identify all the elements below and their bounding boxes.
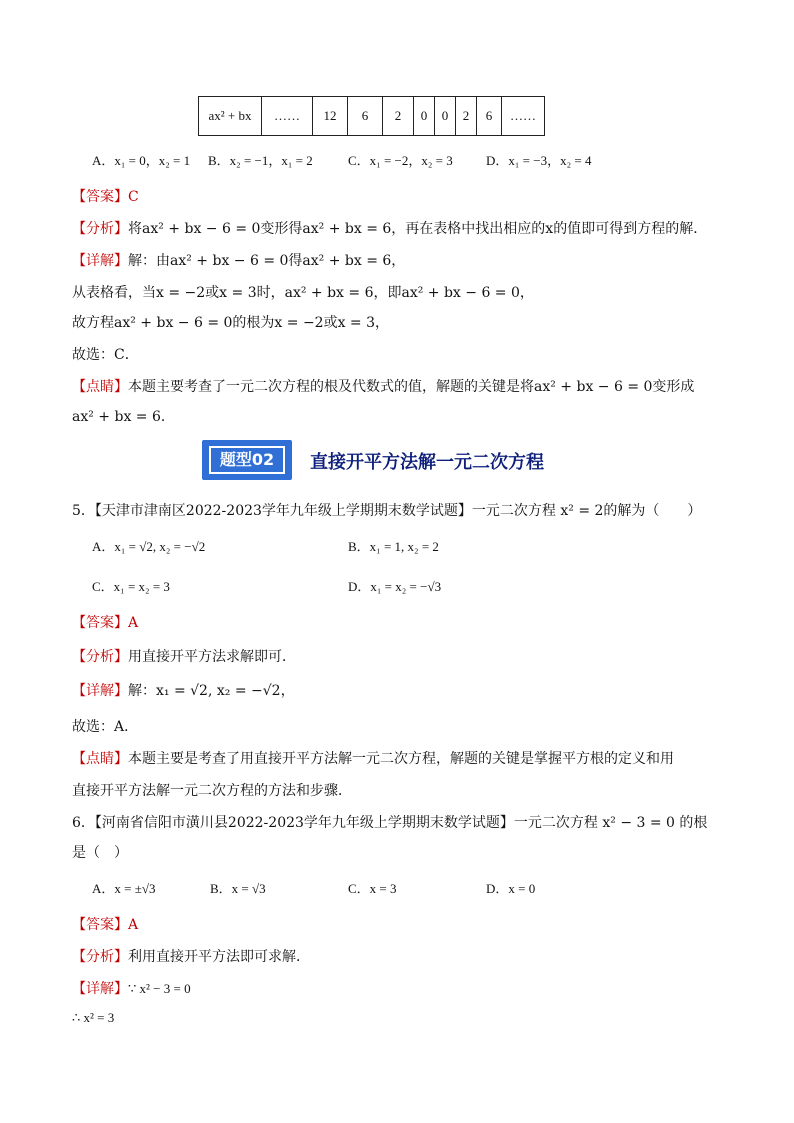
q5-answer: [72, 612, 138, 632]
q4-detail-line: 故方程ax² + bx − 6 = 0的根为x = −2或x = 3，: [72, 315, 390, 331]
q6-question-line2: 是（ ）: [72, 845, 128, 861]
table-cell: ……: [262, 97, 313, 136]
table-cell: 2: [383, 97, 414, 136]
comment-label: 【点睛】: [72, 379, 128, 395]
detail-label: 【详解】: [72, 253, 128, 269]
question-text: 一元二次方程 x² − 3 = 0 的根: [513, 815, 708, 831]
table-cell: 6: [477, 97, 502, 136]
q5-choice: 故选：A．: [72, 719, 139, 735]
q5-option-a: A．x₁ = √2, x₂ = −√2: [92, 539, 206, 554]
table-row: [199, 97, 545, 136]
q5-option-d: D．x₁ = x₂ = −√3: [348, 579, 442, 594]
q5-comment-line2: 直接开平方法解一元二次方程的方法和步骤．: [72, 783, 352, 799]
comment-text: 本题主要是考查了用直接开平方法解一元二次方程，解题的关键是掌握平方根的定义和用: [128, 751, 674, 767]
answer-label: 【答案】: [72, 189, 128, 205]
table-cell: 2: [456, 97, 477, 136]
section-badge-label: 题型02: [209, 446, 285, 474]
section-badge: [202, 440, 292, 480]
q4-answer: [72, 186, 139, 206]
comment-label: 【点睛】: [72, 751, 128, 767]
q5-detail: [72, 680, 295, 700]
q6-question: [72, 812, 707, 832]
question-number: 6．: [72, 815, 95, 831]
q4-comment: [72, 376, 694, 396]
table-cell: ax² + bx: [199, 97, 262, 136]
table-cell: ……: [502, 97, 545, 136]
q6-analysis: [72, 946, 310, 966]
q4-analysis: [72, 218, 707, 238]
answer-label: 【答案】: [72, 917, 128, 933]
answer-value: A: [128, 615, 139, 631]
detail-text: 解：由ax² + bx − 6 = 0得ax² + bx = 6，: [128, 253, 406, 269]
question-source: 【天津市津南区2022-2023学年九年级上学期期末数学试题】: [94, 503, 472, 519]
section-title: 直接开平方法解一元二次方程: [310, 452, 544, 473]
q6-option-d: D．x = 0: [486, 881, 536, 896]
table-cell: 0: [414, 97, 435, 136]
q6-option-a: A．x = ±√3: [92, 881, 156, 896]
q4-option-d: D．x₁ = −3，x₂ = 4: [486, 153, 592, 168]
table-cell: 0: [435, 97, 456, 136]
question-source: 【河南省信阳市潢川县2022-2023学年九年级上学期期末数学试题】: [94, 815, 514, 831]
table-cell: 12: [313, 97, 348, 136]
question-number: 5．: [72, 503, 95, 519]
q6-option-b: B．x = √3: [210, 881, 266, 896]
detail-label: 【详解】: [72, 981, 128, 997]
q4-option-c: C．x₁ = −2，x₂ = 3: [348, 153, 453, 168]
question-text: 一元二次方程 x² = 2的解为（ ）: [471, 503, 702, 519]
q6-answer: [72, 914, 138, 934]
answer-label: 【答案】: [72, 615, 128, 631]
q4-comment-line2: ax² + bx = 6．: [72, 409, 175, 425]
comment-text: 本题主要考查了一元二次方程的根及代数式的值，解题的关键是将ax² + bx − 6 = 0变形成: [128, 379, 695, 395]
table-cell: 6: [348, 97, 383, 136]
q5-option-b: B．x₁ = 1, x₂ = 2: [348, 539, 439, 554]
analysis-label: 【分析】: [72, 649, 128, 665]
q5-comment: [72, 748, 674, 768]
detail-text: 解：x₁ = √2, x₂ = −√2，: [128, 683, 295, 699]
analysis-text: 用直接开平方法求解即可．: [128, 649, 296, 665]
q4-option-b: B．x₂ = −1，x₁ = 2: [208, 153, 313, 168]
detail-text: ∵ x² − 3 = 0: [128, 981, 191, 996]
detail-label: 【详解】: [72, 683, 128, 699]
analysis-text: 将ax² + bx − 6 = 0变形得ax² + bx = 6，再在表格中找出相应的x的值即可得到方程的解．: [128, 221, 708, 237]
q6-detail: [72, 978, 191, 998]
q5-analysis: [72, 646, 296, 666]
q5-option-c: C．x₁ = x₂ = 3: [92, 579, 170, 594]
q6-detail-line2: ∴ x² = 3: [72, 1010, 115, 1025]
q4-detail-line: 从表格看，当x = −2或x = 3时，ax² + bx = 6，即ax² + bx − 6 = 0，: [72, 285, 534, 301]
value-table: [198, 96, 545, 136]
analysis-label: 【分析】: [72, 221, 128, 237]
q6-option-c: C．x = 3: [348, 881, 397, 896]
q4-choice: 故选：C．: [72, 347, 139, 363]
analysis-label: 【分析】: [72, 949, 128, 965]
q4-detail: [72, 250, 405, 270]
answer-value: C: [128, 189, 139, 205]
q5-question: [72, 500, 701, 520]
answer-value: A: [128, 917, 139, 933]
q4-option-a: A．x₁ = 0，x₂ = 1: [92, 153, 191, 168]
analysis-text: 利用直接开平方法即可求解．: [128, 949, 310, 965]
